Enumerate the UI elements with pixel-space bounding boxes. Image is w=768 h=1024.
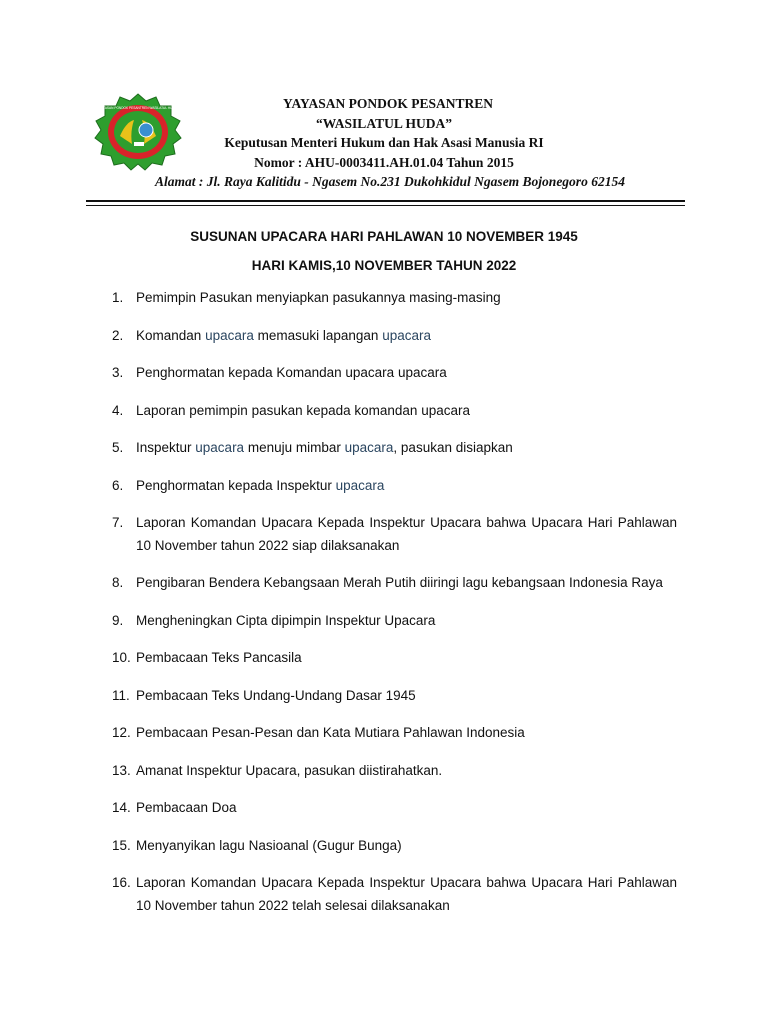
list-item: 7. Laporan Komandan Upacara Kepada Inspektur Upacara bahwa Upacara Hari Pahlawan 10 November tahun 2022 siap dilaksanakan <box>112 515 677 553</box>
list-item: 1. Pemimpin Pasukan menyiapkan pasukannya masing-masing <box>112 290 501 305</box>
seal-lettering: YAYASAN PONDOK PESANTREN WASILATUL HUDA <box>99 106 177 110</box>
foundation-name: YAYASAN PONDOK PESANTREN <box>282 96 494 111</box>
letterhead-divider-thick <box>86 200 685 202</box>
list-item: 14. Pembacaan Doa <box>112 800 237 815</box>
letterhead <box>60 94 708 192</box>
highlighted-word: upacara <box>335 477 385 493</box>
list-item: 6. Penghormatan kepada Inspektur upacara <box>112 477 385 493</box>
list-item: 8. Pengibaran Bendera Kebangsaan Merah Putih diiringi lagu kebangsaan Indonesia Raya <box>112 575 663 590</box>
highlighted-word: upacara <box>382 327 431 343</box>
list-item: 16. Laporan Komandan Upacara Kepada Inspektur Upacara bahwa Upacara Hari Pahlawan 10 November tahun 2022 telah selesai dilaksanakan <box>112 875 677 913</box>
list-item: 9. Mengheningkan Cipta dipimpin Inspektur Upacara <box>112 612 436 628</box>
list-item: 15. Menyanyikan lagu Nasioanal (Gugur Bunga) <box>112 837 402 853</box>
document-subtitle: HARI KAMIS,10 NOVEMBER TAHUN 2022 <box>251 258 517 273</box>
document-title: SUSUNAN UPACARA HARI PAHLAWAN 10 NOVEMBER 1945 <box>190 229 578 244</box>
list-item: 12. Pembacaan Pesan-Pesan dan Kata Mutiara Pahlawan Indonesia <box>112 725 525 740</box>
list-item: 10. Pembacaan Teks Pancasila <box>112 650 302 665</box>
list-item: 4. Laporan pemimpin pasukan kepada komandan upacara <box>112 402 470 418</box>
school-name: “WASILATUL HUDA” <box>316 115 452 131</box>
ministry-decree: Keputusan Menteri Hukum dan Hak Asasi Manusia RI <box>224 135 544 150</box>
list-item: 3. Penghormatan kepada Komandan upacara upacara <box>112 365 447 380</box>
highlighted-word: upacara <box>195 440 245 455</box>
highlighted-word: upacara <box>205 327 254 343</box>
list-item: 2. Komandan upacara memasuki lapangan upacara <box>112 327 431 343</box>
decree-number: Nomor : AHU-0003411.AH.01.04 Tahun 2015 <box>254 154 514 170</box>
ceremony-agenda-list <box>0 287 677 917</box>
list-item: 5. Inspektur upacara menuju mimbar upacara, pasukan disiapkan <box>112 440 513 455</box>
highlighted-word: upacara <box>344 440 394 455</box>
address: Alamat : Jl. Raya Kalitidu - Ngasem No.231 Dukohkidul Ngasem Bojonegoro 62154 <box>155 174 625 189</box>
list-item: 11. Pembacaan Teks Undang-Undang Dasar 1945 <box>112 687 416 703</box>
list-item: 13. Amanat Inspektur Upacara, pasukan diistirahatkan. <box>112 762 443 778</box>
letterhead-divider-thin <box>86 205 685 206</box>
